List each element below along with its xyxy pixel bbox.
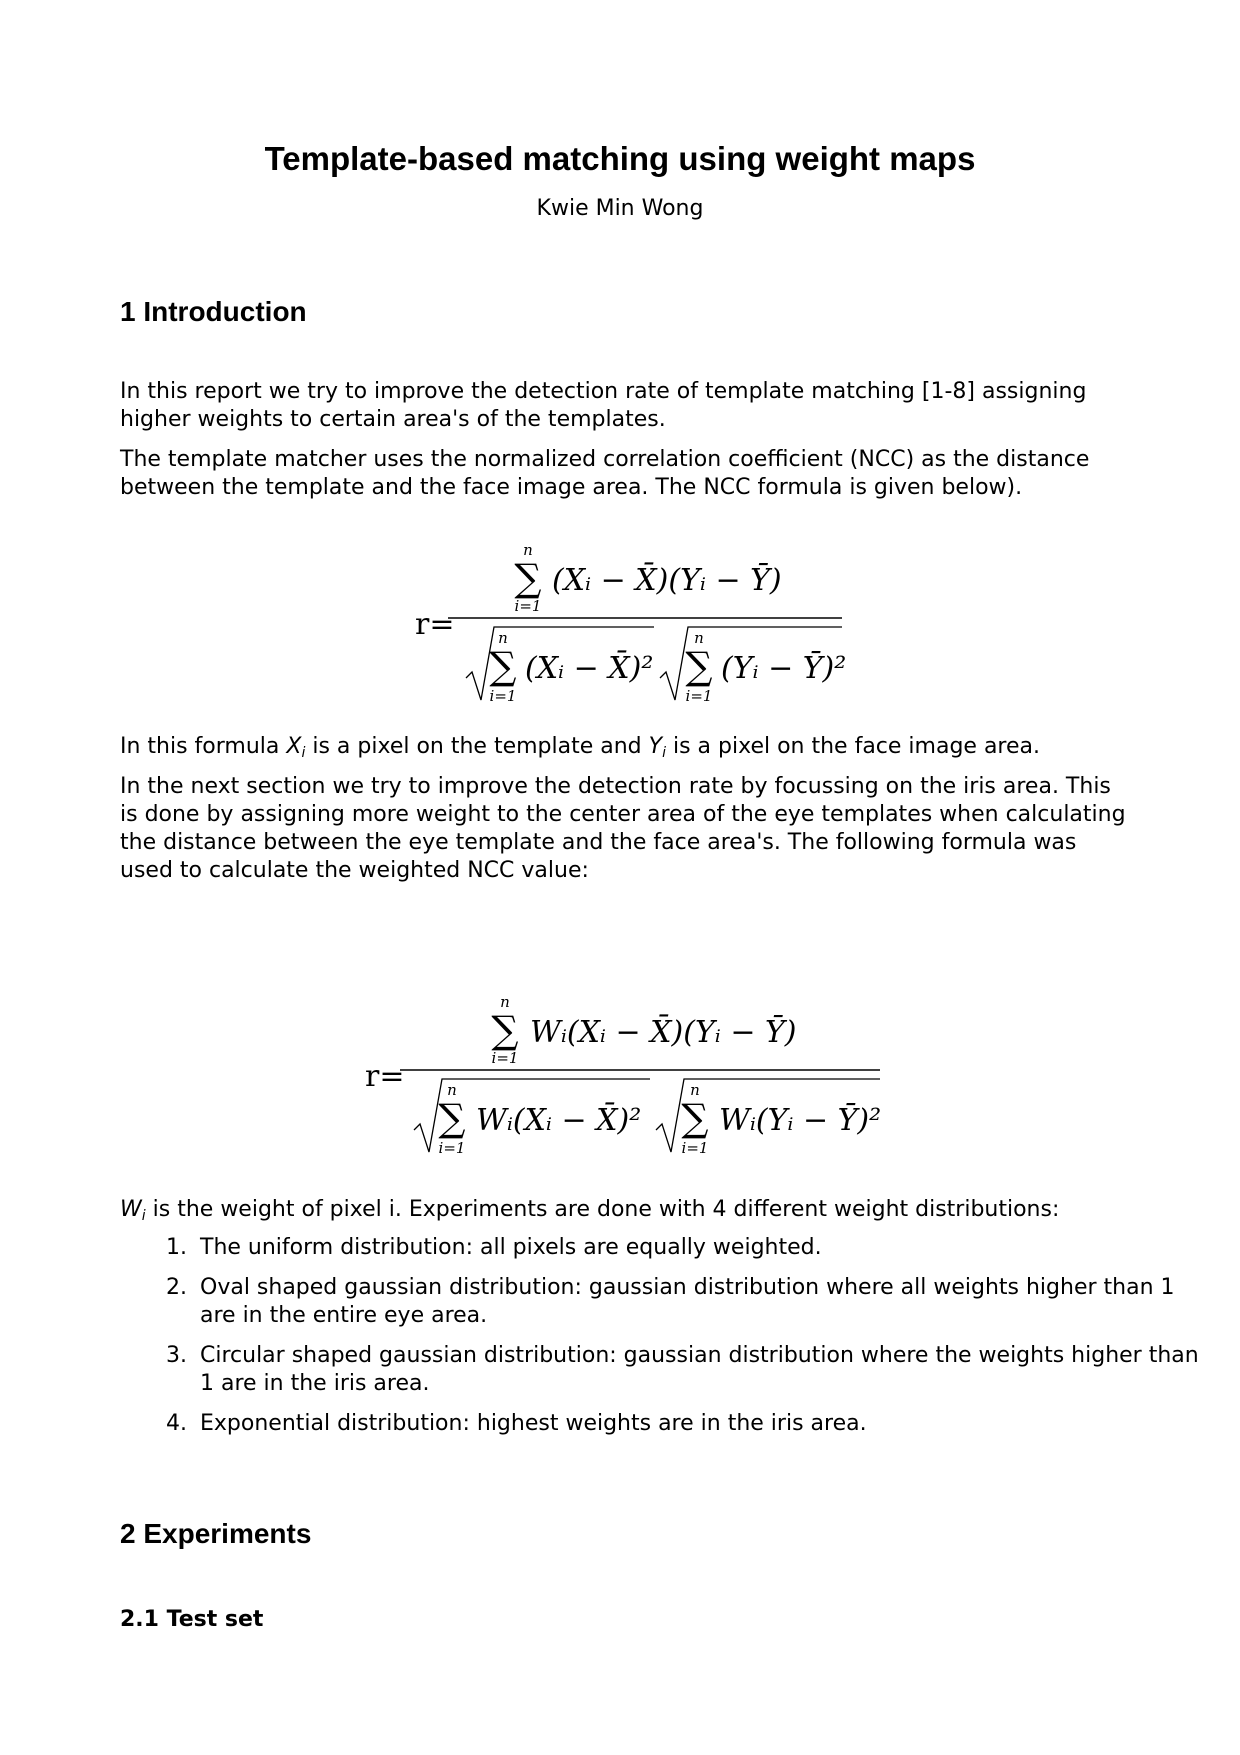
paragraph-weighted: In the next section we try to improve the detection rate by focussing on the iris area. This is done by assigning more weight to the center area of the eye templates when calculating the distance between the eye template and the face area's. The following formula was used to calculate the weighted NCC value: [120,774,1126,883]
sum-lower: i=1 [514,597,542,615]
formula-lhs: r= [415,607,455,642]
subsection-heading-test-set: 2.1 Test set [120,1607,264,1632]
sum-icon: ∑ [681,1096,709,1140]
sum-icon: ∑ [489,644,517,688]
formula-numerator: (Xᵢ − X̄)(Yᵢ − Ȳ) [552,563,782,598]
document-author: Kwie Min Wong [536,196,704,221]
sum-lower: i=1 [685,687,713,705]
sum-lower: i=1 [491,1049,519,1067]
list-item: 3. Circular shaped gaussian distribution: gaussian distribution where the weights higher than 1 are in the iris area. [194,1342,1204,1398]
sum-upper: n [447,1081,457,1099]
intro-paragraphs [120,378,1130,514]
sum-icon: ∑ [438,1096,466,1140]
formula-lhs: r= [365,1059,405,1094]
sum-lower: i=1 [681,1139,709,1157]
sum-upper: n [498,629,508,647]
document-title: Template-based matching using weight maps [264,140,976,177]
formula-denominator-right: (Yᵢ − Ȳ)² [721,651,847,686]
sum-upper: n [500,993,510,1011]
formula-denominator-left: (Xᵢ − X̄)² [525,651,654,686]
paragraph-formula-vars: In this formula $X_i$ is a pixel on the template and $Y_i$ is a pixel on the face image area. [120,734,1040,761]
sum-upper: n [694,629,704,647]
list-item: 2. Oval shaped gaussian distribution: gaussian distribution where all weights higher than 1 are in the entire eye area. [194,1274,1204,1330]
paragraph-weight-definition: $W_i$ is the weight of pixel i. Experiments are done with 4 different weight distributions: [120,1197,1060,1224]
section-heading-experiments: 2 Experiments [120,1518,312,1549]
formula-denominator-right: Wᵢ(Yᵢ − Ȳ)² [719,1103,882,1138]
sum-upper: n [523,541,533,559]
distribution-list [120,1234,1204,1450]
formula-ncc [0,535,1240,715]
paragraph-ncc: The template matcher uses the normalized correlation coefficient (NCC) as the distance between the template and the face image area. The NCC formula is given below). [120,447,1090,500]
sum-upper: n [690,1081,700,1099]
weight-paragraph [120,1196,1130,1236]
formula-denominator-left: Wᵢ(Xᵢ − X̄)² [476,1103,642,1138]
list-item: 1. The uniform distribution: all pixels are equally weighted. [194,1234,1204,1262]
sum-icon: ∑ [491,1008,519,1052]
paragraph-intro: In this report we try to improve the detection rate of template matching [1-8] assigning higher weights to certain area's of the templates. [120,379,1087,432]
sum-icon: ∑ [685,644,713,688]
formula-numerator: Wᵢ(Xᵢ − X̄)(Yᵢ − Ȳ) [530,1015,797,1050]
formula-explanation-paragraphs [120,733,1130,897]
sum-lower: i=1 [438,1139,466,1157]
list-item: 4. Exponential distribution: highest weights are in the iris area. [194,1410,1204,1438]
section-heading-introduction: 1 Introduction [120,296,307,327]
sum-icon: ∑ [514,556,542,600]
formula-weighted-ncc [0,985,1240,1165]
sum-lower: i=1 [489,687,517,705]
